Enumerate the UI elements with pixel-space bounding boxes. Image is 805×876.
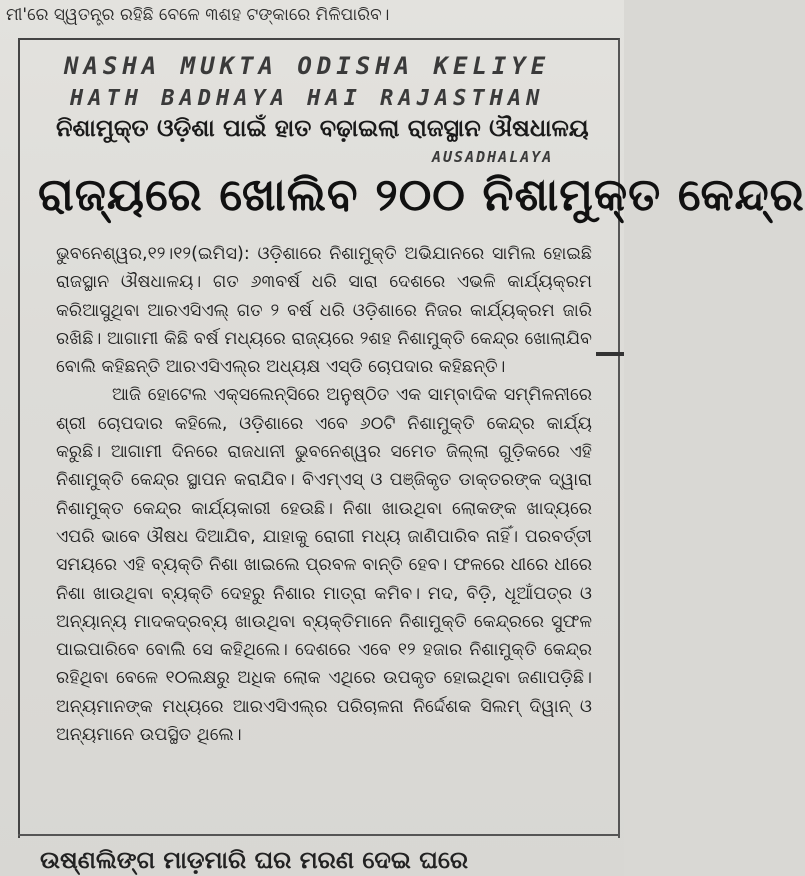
article-subheadline: ନିଶାମୁକ୍ତ ଓଡ଼ିଶା ପାଇଁ ହାତ ବଢ଼ାଇଲା ରାଜସ୍ଥାନ ଔଷଧାଳୟ [56,114,589,142]
article-paragraph-1: ଭୁବନେଶ୍ୱର,୧୨।୧୨(ଇମିସ): ଓଡ଼ିଶାରେ ନିଶାମୁକ୍ତି ଅଭିଯାନରେ ସାମିଲ ହୋଇଛି ରାଜସ୍ଥାନ ଔଷଧାଳୟ। ଗତ ୬୩ବର୍ଷ ଧରି ସାରା ଦେଶରେ ଏଭଳି କାର୍ଯ୍ୟକ୍ରମ କରିଆସୁଥିବା ଆରଏସିଏଲ୍ ଗତ ୨ ବର୍ଷ ଧରି ଓଡ଼ିଶାରେ ନିଜର କାର୍ଯ୍ୟକ୍ରମ ଜାରି ରଖିଛି। ଆଗାମୀ କିଛି ବର୍ଷ ମଧ୍ୟରେ ରାଜ୍ୟରେ ୨ଶହ ନିଶାମୁକ୍ତି କେନ୍ଦ୍ର ଖୋଲାଯିବ ବୋଲି କହିଛନ୍ତି ଆରଏସିଏଲ୍‌ର ଅଧ୍ୟକ୍ଷ ଏସ୍‌ଡି ଚୋପଦାର କହିଛନ୍ତି। [56,244,592,378]
clipping-bottom-cut [18,834,618,836]
article-paragraph-2: ଆଜି ହୋଟେଲ ଏକ୍ସଲେନ୍ସିରେ ଅନୁଷ୍ଠିତ ଏକ ସାମ୍ବାଦିକ ସମ୍ମିଳନୀରେ ଶ୍ରୀ ଚୋପଦାର କହିଲେ, ଓଡ଼ିଶାରେ ଏବେ ୬୦ଟି ନିଶାମୁକ୍ତି କେନ୍ଦ୍ର କାର୍ଯ୍ୟ କରୁଛି। ଆଗାମୀ ଦିନରେ ରାଜଧାନୀ ଭୁବନେଶ୍ୱର ସମେତ ଜିଲ୍ଲା ଗୁଡ଼ିକରେ ଏହି ନିଶାମୁକ୍ତି କେନ୍ଦ୍ର ସ୍ଥାପନ କରାଯିବ। ବିଏମ୍‌ଏସ୍ ଓ ପଞ୍ଜିକୃତ ଡାକ୍ତରଙ୍କ ଦ୍ୱାରା ନିଶାମୁକ୍ତ କେନ୍ଦ୍ର କାର୍ଯ୍ୟକାରୀ ହେଉଛି। ନିଶା ଖାଉଥିବା ଲୋକଙ୍କ ଖାଦ୍ୟରେ ଏପରି ଭାବେ ଔଷଧ ଦିଆଯିବ, ଯାହାକୁ ରୋଗୀ ମଧ୍ୟ ଜାଣିପାରିବ ନାହିଁ। ପରବର୍ତ୍ତୀ ସମୟରେ ଏହି ବ୍ୟକ୍ତି ନିଶା ଖାଇଲେ ପ୍ରବଳ ବାନ୍ତି ହେବ। ଫଳରେ ଧୀରେ ଧୀରେ ନିଶା ଖାଉଥିବା ବ୍ୟକ୍ତି ଦେହରୁ ନିଶାର ମାତ୍ରା କମିବ। ମଦ, ବିଡ଼ି, ଧୂଆଁପତ୍ର ଓ ଅନ୍ୟାନ୍ୟ ମାଦକଦ୍ରବ୍ୟ ଖାଉଥିବା ବ୍ୟକ୍ତିମାନେ ନିଶାମୁକ୍ତି କେନ୍ଦ୍ରରେ ସୁଫଳ ପାଇପାରିବେ ବୋଲି ସେ କହିଥିଲେ। ଦେଶରେ ଏବେ ୧୨ ହଜାର ନିଶାମୁକ୍ତି କେନ୍ଦ୍ର ରହିଥିବା ବେଳେ ୧୦ଲକ୍ଷରୁ ଅଧିକ ଲୋକ ଏଥିରେ ଉପକୃତ ହୋଇଥିବା ଜଣାପଡ଼ିଛି। ଅନ୍ୟମାନଙ୍କ ମଧ୍ୟରେ ଆରଏସିଏଲ୍‌ର ପରିଚାଳନା ନିର୍ଦ୍ଦେଶକ ସିଲମ୍ ଦିୱାନ୍ ଓ ଅନ୍ୟମାନେ ଉପସ୍ଥିତ ଥିଲେ। [56,385,592,746]
next-article-fragment: ଉଷ୍ଣଲିଙ୍ଗ ମାଡ଼ମାରି ଘର ମରଣ ଦେଇ ଘରେ [40,846,469,874]
previous-article-fragment: ମୀ'ରେ ସ୍ୱତନ୍ତ୍ର ରହିଛି ବେଳେ ୩ଶହ ଟଙ୍କାରେ ମିଳିପାରିବ। [6,5,390,25]
article-headline: ରାଜ୍ୟରେ ଖୋଲିବ ୨୦୦ ନିଶାମୁକ୍ତ କେନ୍ଦ୍ର [38,168,805,221]
handwritten-note-line2: HATH BADHAYA HAI RAJASTHAN [70,86,545,111]
handwritten-note-line3: AUSADHALAYA [432,148,554,166]
margin-mark [596,352,624,356]
handwritten-note-line1: NASHA MUKTA ODISHA KELIYE [64,52,551,80]
article-body [56,240,592,749]
